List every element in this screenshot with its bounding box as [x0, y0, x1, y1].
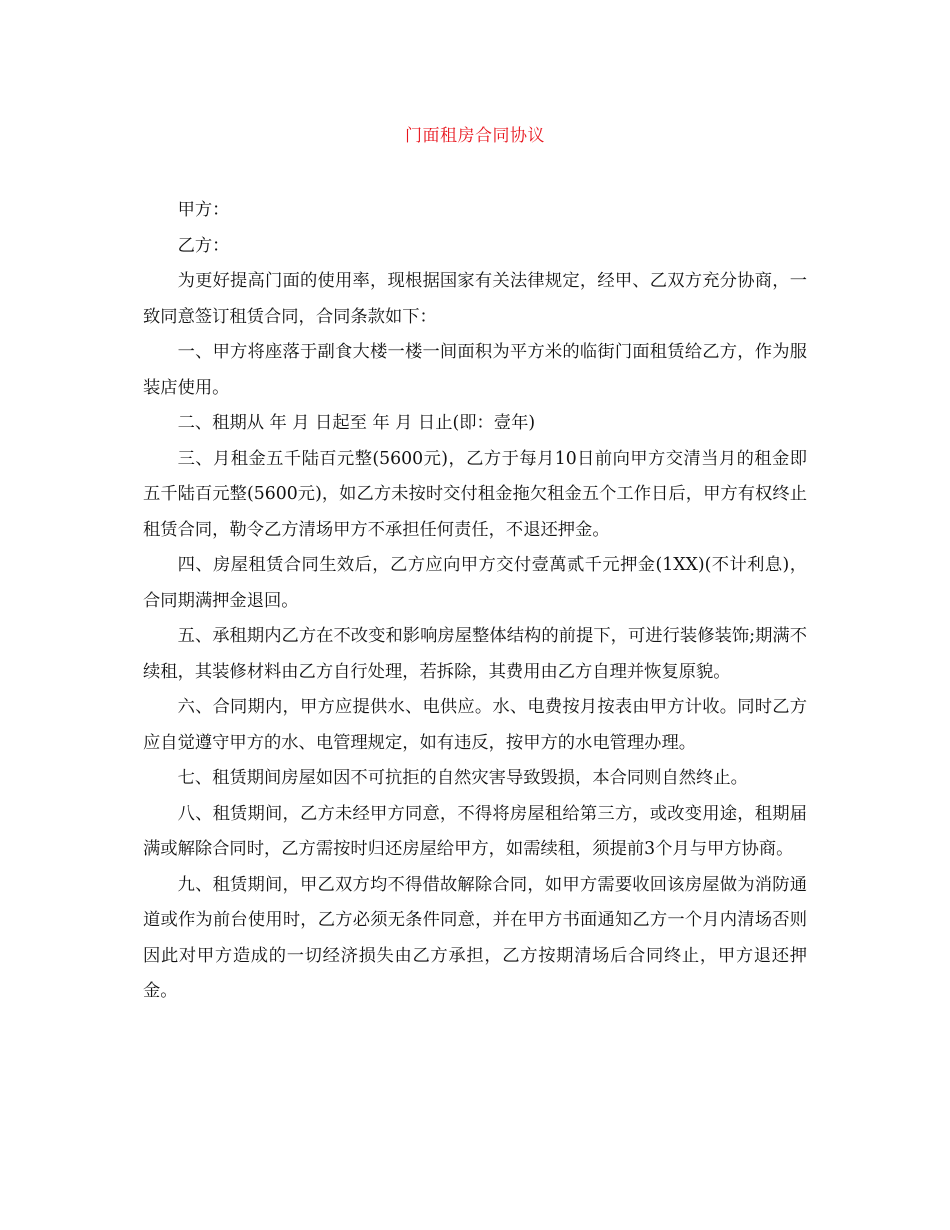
clause-7: 七、租赁期间房屋如因不可抗拒的自然灾害导致毁损，本合同则自然终止。	[177, 768, 748, 788]
clause-9: 九、租赁期间，甲乙双方均不得借故解除合同，如甲方需要收回该房屋做为消防通道或作为前台使用时，乙方必须无条件同意，并在甲方书面通知乙方一个月内清场否则因此对甲方造成的一切经济损失由乙方承担，乙方按期清场后合同终止，甲方退还押金。	[143, 874, 807, 1001]
clause-8: 八、租赁期间，乙方未经甲方同意，不得将房屋租给第三方，或改变用途，租期届满或解除合同时，乙方需按时归还房屋给甲方，如需续租，须提前3个月与甲方协商。	[143, 803, 807, 859]
document-body	[143, 193, 807, 1010]
party-a-line: 甲方：	[177, 200, 230, 220]
preamble-paragraph: 为更好提高门面的使用率，现根据国家有关法律规定，经甲、乙双方充分协商，一致同意签订租赁合同，合同条款如下：	[143, 271, 807, 327]
clause-5: 五、承租期内乙方在不改变和影响房屋整体结构的前提下，可进行装修装饰;期满不续租，其装修材料由乙方自行处理，若拆除，其费用由乙方自理并恢复原貌。	[143, 626, 807, 682]
clause-3: 三、月租金五千陆百元整(5600元)，乙方于每月10日前向甲方交清当月的租金即五千陆百元整(5600元)，如乙方未按时交付租金拖欠租金五个工作日后，甲方有权终止租赁合同，勒令乙方清场甲方不承担任何责任，不退还押金。	[143, 448, 807, 540]
document-title: 门面租房合同协议	[405, 126, 545, 146]
party-b-line: 乙方：	[177, 235, 230, 256]
clause-6: 六、合同期内，甲方应提供水、电供应。水、电费按月按表由甲方计收。同时乙方应自觉遵守甲方的水、电管理规定，如有违反，按甲方的水电管理办理。	[143, 697, 807, 753]
clause-1: 一、甲方将座落于副食大楼一楼一间面积为平方米的临街门面租赁给乙方，作为服装店使用。	[143, 342, 807, 398]
clause-4: 四、房屋租赁合同生效后，乙方应向甲方交付壹萬贰千元押金(1XX)(不计利息)，合同期满押金退回。	[143, 555, 807, 611]
clause-2: 二、租期从 年 月 日起至 年 月 日止(即：壹年)	[177, 413, 536, 433]
